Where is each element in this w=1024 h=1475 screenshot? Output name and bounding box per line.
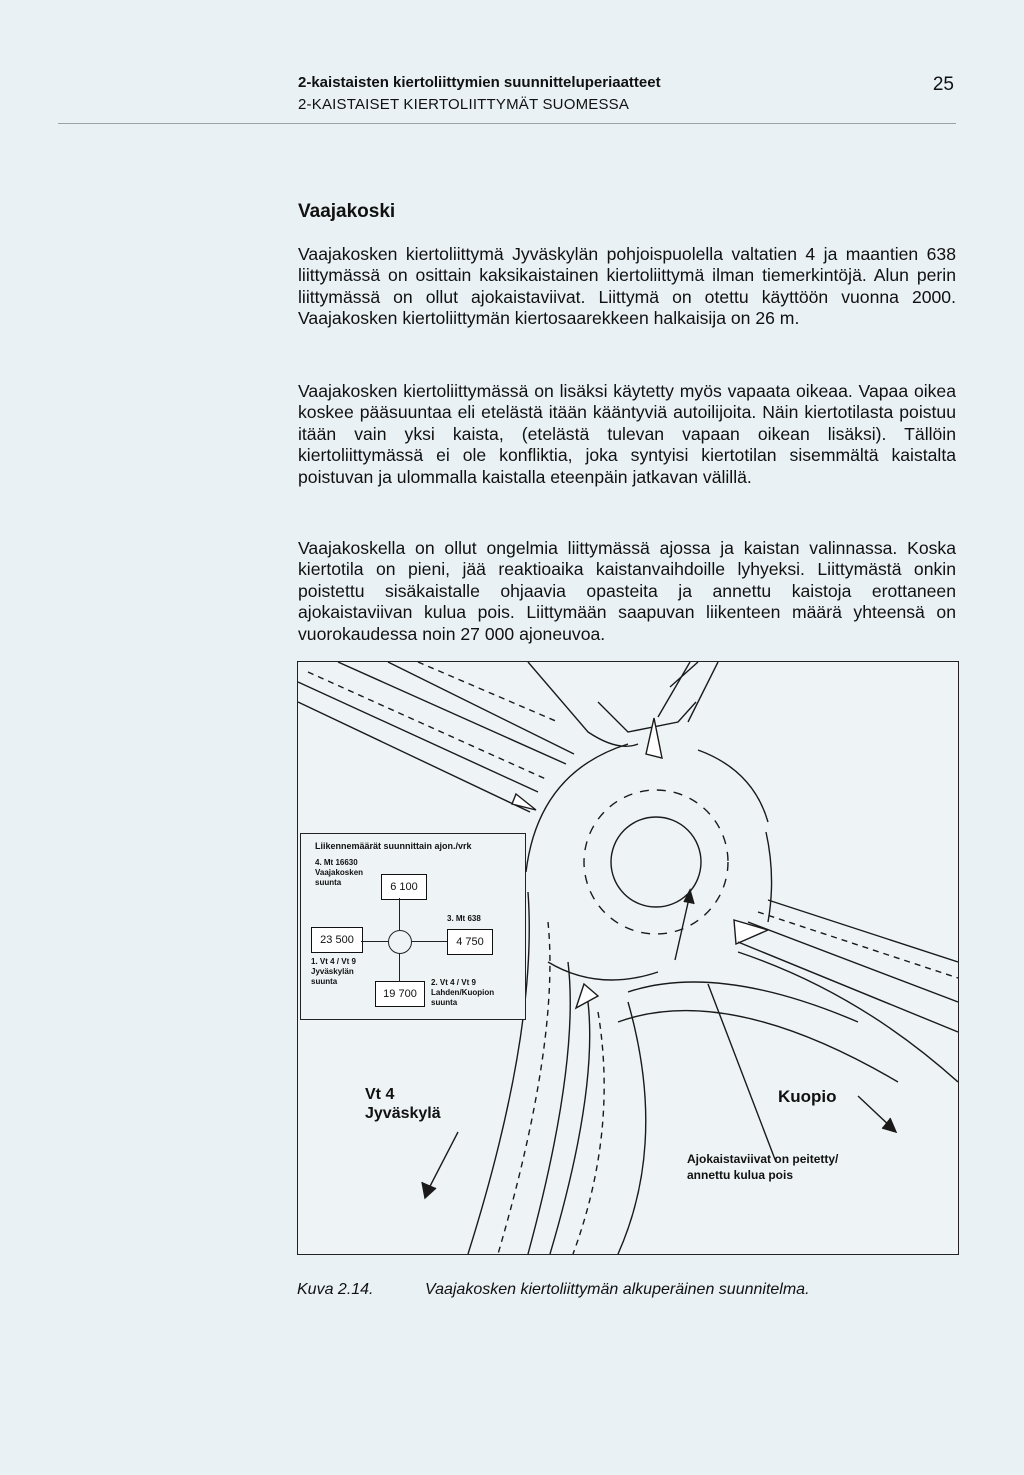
e-road-edge-c [768, 900, 958, 962]
n-road-edge-a [528, 662, 638, 746]
annotation-leader [708, 984, 776, 1162]
body-paragraph-1: Vaajakosken kiertoliittymä Jyväskylän pohjoispuolella valtatien 4 ja maantien 638 liittymässä on osittain kaksikaistainen kiertoliittymä ilman tiemerkintöjä. Alun perin liittymässä on ollut ajokaistaviivat. Liittymä on otettu käyttöön vuonna 2000. Vaajakosken kiertoliittymän kiertosaarekkeen halkaisija on 26 m. [298, 244, 956, 329]
label-kuopio: Kuopio [778, 1087, 837, 1106]
header-rule [58, 123, 956, 124]
legend-west-value: 23 500 [311, 927, 363, 953]
page-number: 25 [932, 74, 954, 95]
nw-splitter [512, 794, 536, 810]
traffic-volume-legend [300, 833, 526, 1020]
nw-road-edge-d [388, 662, 574, 754]
s-road-edge-d [618, 1002, 646, 1254]
legend-south-label: 2. Vt 4 / Vt 9 Lahden/Kuopion suunta [431, 978, 495, 1007]
running-header-subtitle: 2-KAISTAISET KIERTOLIITTYMÄT SUOMESSA [298, 96, 630, 113]
legend-connector [399, 898, 400, 930]
body-paragraph-2: Vaajakosken kiertoliittymässä on lisäksi käytetty myös vapaata oikeaa. Vapaa oikea koskee pääsuuntaa eli etelästä itään kääntyviä autoilijoita. Näin kiertotilasta poistuu itään vain yksi kaista, (etelästä tulevan vapaan oikean lisäksi). Tällöin kiertoliittymässä ei ole konfliktia, joka syntyisi kiertotilan sisemmältä kaistalta poistuvan ja ulommalla kaistalla eteenpäin jatkavan välillä. [298, 381, 956, 487]
label-vt4-jyvaskyla: Vt 4 Jyväskylä [365, 1086, 441, 1122]
running-header-title: 2-kaistaisten kiertoliittymien suunnitteluperiaatteet [298, 74, 661, 91]
legend-south-value: 19 700 [375, 981, 425, 1007]
jyvaskyla-arrow-shaft [426, 1132, 458, 1194]
legend-north-value: 6 100 [381, 874, 427, 900]
lane-marking-annotation: Ajokaistaviivat on peitetty/ annettu kulua pois [687, 1152, 839, 1182]
legend-east-label: 3. Mt 638 [447, 914, 481, 923]
annotation-arrow-line [675, 894, 690, 960]
legend-title: Liikennemäärät suunnittain ajon./vrk [315, 841, 472, 851]
figure-caption-text: Vaajakosken kiertoliittymän alkuperäinen suunnitelma. [425, 1281, 810, 1298]
inner-lane-ring [584, 790, 728, 934]
legend-west-label: 1. Vt 4 / Vt 9 Jyväskylän suunta [311, 957, 356, 986]
roundabout-plan-figure [297, 661, 959, 1255]
n-splitter [646, 718, 662, 758]
e-road-edge-b [748, 922, 958, 1002]
s-splitter [576, 984, 598, 1008]
legend-roundabout-symbol [388, 930, 412, 954]
legend-north-label: 4. Mt 16630 Vaajakosken suunta [315, 858, 364, 887]
nw-road-edge-b [298, 702, 530, 812]
body-paragraph-3: Vaajakoskella on ollut ongelmia liittymässä ajossa ja kaistan valinnassa. Koska kiertotila on pieni, jää reaktioaika kaistanvaihdoille lyhyeksi. Liittymästä onkin poistettu sisäkaistalle ohjaavia opasteita ja annettu kaistoja erottaneen ajokaistaviivan kulua pois. Liittymään saapuvan liikenteen määrä yhteensä on vuorokaudessa noin 27 000 ajoneuvoa. [298, 538, 956, 644]
legend-east-value: 4 750 [447, 929, 493, 955]
section-heading: Vaajakoski [298, 201, 396, 222]
n-road-island [598, 702, 696, 732]
e-road-edge-d [738, 952, 958, 1082]
s-road-edge-c [550, 1002, 590, 1254]
figure-caption-number: Kuva 2.14. [297, 1281, 374, 1298]
